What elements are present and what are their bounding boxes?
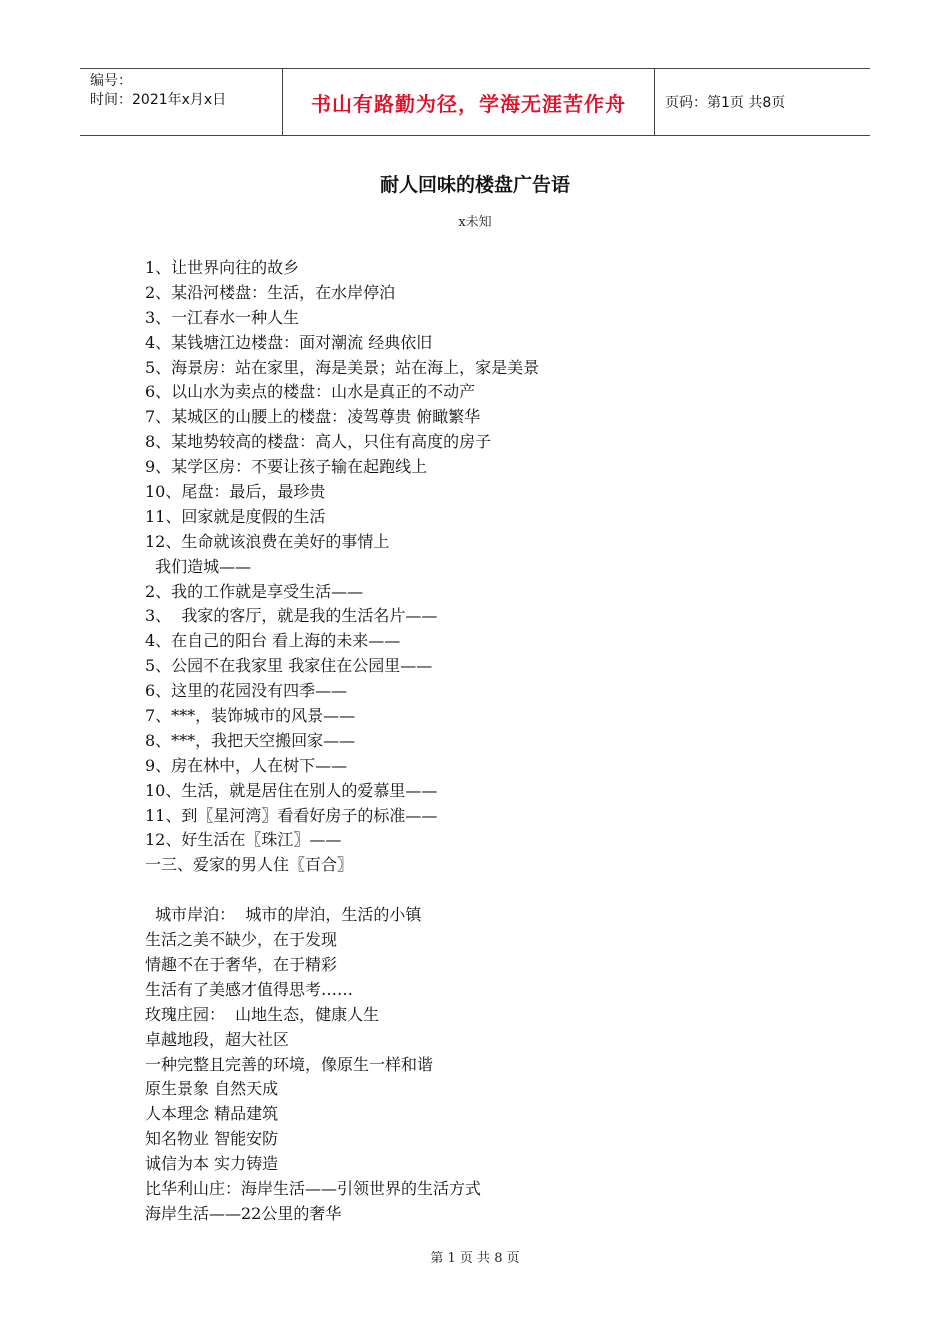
text-line: 9、房在林中，人在树下——: [145, 755, 348, 775]
text-line: 比华利山庄：海岸生活——引领世界的生活方式: [145, 1178, 482, 1198]
date-label: 时间：2021年x月x日: [90, 92, 227, 108]
text-line: 7、***，装饰城市的风景——: [145, 706, 356, 726]
header-page-label: 页码：第1页 共8页: [665, 95, 786, 111]
document-title: 耐人回味的楼盘广告语: [379, 174, 570, 196]
text-line: 我们造城——: [145, 556, 252, 576]
text-line: 12、好生活在〖珠江〗——: [145, 830, 342, 850]
text-line: 情趣不在于奢华，在于精彩: [145, 954, 338, 974]
text-line: 人本理念 精品建筑: [145, 1104, 279, 1124]
text-line: 5、海景房：站在家里，海是美景；站在海上，家是美景: [145, 357, 540, 377]
text-line: 卓越地段，超大社区: [145, 1029, 290, 1049]
number-label: 编号：: [90, 73, 132, 89]
text-line: 12、生命就该浪费在美好的事情上: [145, 531, 390, 551]
text-line: 9、某学区房：不要让孩子输在起跑线上: [145, 457, 428, 477]
document-body: [145, 256, 845, 1227]
text-line: 3、一江春水一种人生: [145, 307, 300, 327]
header-meta: [80, 69, 282, 135]
text-line: 8、某地势较高的楼盘：高人，只住有高度的房子: [145, 432, 492, 452]
text-line: [145, 878, 845, 903]
text-line: 玫瑰庄园： 山地生态，健康人生: [145, 1004, 380, 1024]
text-line: 8、***，我把天空搬回家——: [145, 730, 356, 750]
text-line: 6、以山水为卖点的楼盘：山水是真正的不动产: [145, 382, 476, 402]
text-line: 7、某城区的山腰上的楼盘：凌驾尊贵 俯瞰繁华: [145, 407, 481, 427]
text-line: 一三、爱家的男人住〖百合〗: [145, 855, 354, 875]
text-line: 11、到〖星河湾〗看看好房子的标准——: [145, 805, 438, 825]
text-line: 一种完整且完善的环境，像原生一样和谐: [145, 1054, 434, 1074]
page-footer: 第 1 页 共 8 页: [430, 1251, 520, 1266]
text-line: 1、让世界向往的故乡: [145, 258, 300, 277]
text-line: 2、我的工作就是享受生活——: [145, 581, 364, 601]
text-line: 10、尾盘：最后，最珍贵: [145, 482, 326, 502]
text-line: 2、某沿河楼盘：生活，在水岸停泊: [145, 282, 396, 302]
text-line: 4、某钱塘江边楼盘：面对潮流 经典依旧: [145, 332, 433, 352]
text-line: 5、公园不在我家里 我家住在公园里——: [145, 656, 433, 676]
text-line: 10、生活，就是居住在别人的爱慕里——: [145, 780, 438, 800]
text-line: 城市岸泊： 城市的岸泊，生活的小镇: [145, 905, 422, 925]
text-line: 生活之美不缺少，在于发现: [145, 930, 338, 950]
text-line: 知名物业 智能安防: [145, 1129, 279, 1149]
text-line: 3、 我家的客厅，就是我的生活名片——: [145, 606, 438, 626]
text-line: 诚信为本 实力铸造: [145, 1154, 279, 1174]
header-motto: 书山有路勤为径，学海无涯苦作舟: [282, 69, 655, 135]
page-header: [80, 68, 870, 136]
text-line: 6、这里的花园没有四季——: [145, 681, 348, 701]
text-line: 11、回家就是度假的生活: [145, 506, 326, 526]
text-line: 海岸生活——22公里的奢华: [145, 1203, 342, 1223]
text-line: 原生景象 自然天成: [145, 1079, 279, 1099]
document-author: x未知: [458, 215, 492, 230]
text-line: 生活有了美感才值得思考……: [145, 979, 354, 999]
text-line: 4、在自己的阳台 看上海的未来——: [145, 631, 401, 651]
